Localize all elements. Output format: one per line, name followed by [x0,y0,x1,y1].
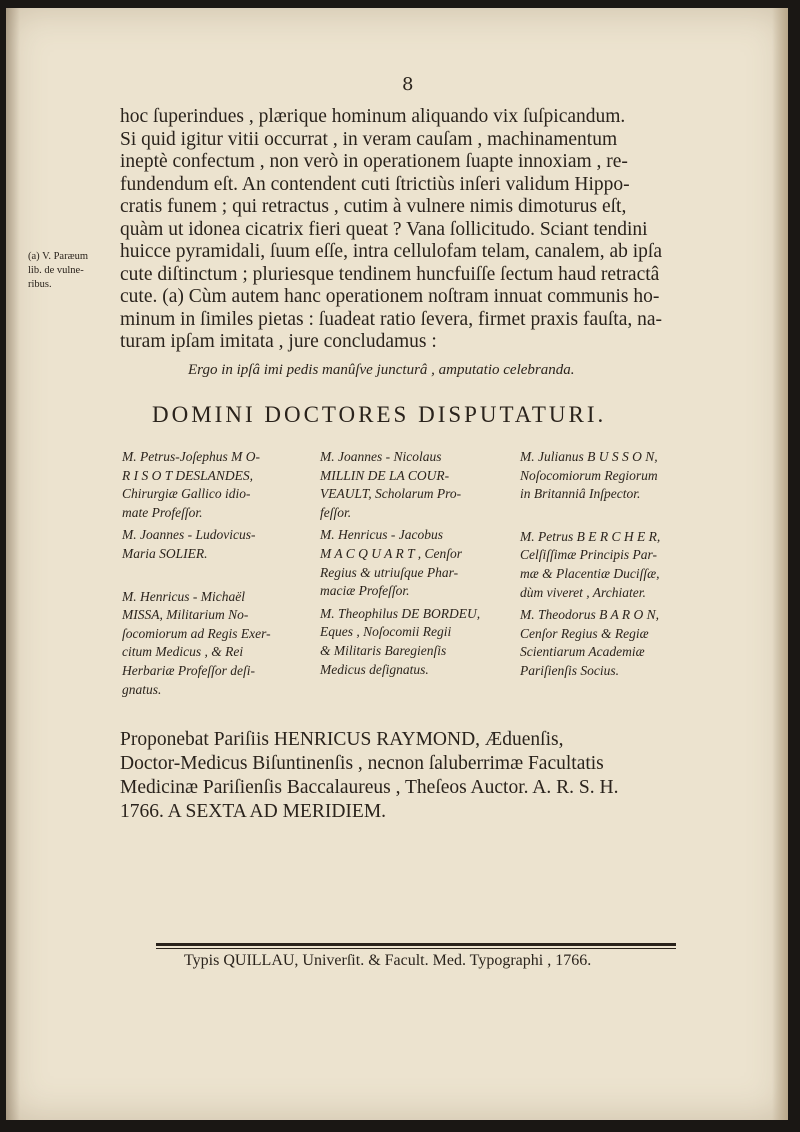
doctor-entry [520,606,710,680]
doctor-line: gnatus. [122,681,162,697]
doctor-line: M. Joannes - Ludovicus- [122,527,256,543]
imprint-rule-thick [156,943,676,946]
doctor-line: maciæ Profeſſor. [320,583,410,599]
doctor-line: Medicus deſignatus. [320,661,429,677]
doctors-column-2 [320,448,516,683]
doctor-line: M. Petrus-Joſephus M O- [122,449,260,464]
doctor-entry [520,448,710,504]
marginal-note [28,250,118,292]
doctor-entry [320,605,516,679]
doctor-line: M. Petrus B E R C H E R, [520,528,661,544]
body-line: hoc ſuperindues , plærique hominum aliquando vix ſuſpicandum. [120,106,626,127]
body-line: fundendum eſt. An contendent cuti ſtrictiùs inſeri validum Hippo- [120,173,630,195]
doctors-column-3 [520,448,710,685]
imprint-rule-thin [156,948,676,949]
doctor-line: Pariſienſis Socius. [520,662,619,678]
doctor-line: MILLIN DE LA COUR- [320,467,450,483]
doctor-line: Noſocomiorum Regiorum [520,467,658,483]
body-line: Si quid igitur vitii occurrat , in veram cauſam , machinamentum [120,128,618,150]
doctor-line: & Militaris Baregienſis [320,642,447,658]
printer-imprint: Typis QUILLAU, Univerſit. & Facult. Med. Typographi , 1766. [184,952,592,969]
doctor-line: ſocomiorum ad Regis Exer- [122,625,271,641]
doctor-line: dùm viveret , Archiater. [520,584,646,600]
doctor-line: M. Julianus B U S S O N, [520,449,658,464]
doctor-line: M. Theodorus B A R O N, [520,607,660,623]
doctor-line: M. Henricus - Jacobus [320,527,443,543]
page [6,8,788,1120]
notice-line: 1766. A SEXTA AD MERIDIEM. [120,801,387,822]
note-line: ribus. [28,279,52,290]
body-line: cratis funem ; qui retractus , cutim à vulnere nimis dimoturus eſt, [120,196,627,217]
body-line: turam ipſam imitata , jure concludamus : [120,331,437,352]
conclusion: Ergo in ipſâ imi pedis manûſve juncturâ , amputatio celebranda. [188,362,575,378]
doctor-line: M. Joannes - Nicolaus [320,449,442,464]
doctor-entry [122,448,310,522]
doctor-line: M. Theophilus DE BORDEU, [320,605,481,621]
doctor-line: in Britanniâ Inſpector. [520,486,641,502]
doctor-line: R I S O T DESLANDES, [122,467,254,483]
doctor-entry [122,588,310,700]
doctor-line: Celſiſſimæ Principis Par- [520,547,657,563]
notice-line: Doctor-Medicus Biſuntinenſis , necnon ſaluberrimæ Facultatis [120,753,604,774]
doctor-entry [520,528,710,602]
note-line: lib. de vulne- [28,265,84,276]
doctor-line: M. Henricus - Michaël [122,588,245,604]
doctor-line: Maria SOLIER. [122,545,208,561]
body-line: minum in ſimiles pietas : ſuadeat ratio ſevera, firmet praxis fauſta, na- [120,308,663,330]
body-line: quàm ut idonea cicatrix fieri queat ? Vana ſollicitudo. Sciant tendini [120,218,648,240]
body-line: ineptè confectum , non verò in operationem ſuapte innoxiam , re- [120,151,628,172]
doctor-entry [122,526,310,563]
body-line: huicce pyramidali, ſuum eſſe, intra cellulofam telam, canalem, ab ipſa [120,241,662,262]
defense-notice [120,728,716,824]
doctor-line: mate Profeſſor. [122,504,203,520]
spine-shadow [6,8,20,1120]
body-paragraph [120,106,710,354]
doctor-line: Eques , Noſocomii Regii [320,624,452,640]
section-heading: DOMINI DOCTORES DISPUTATURI. [152,402,607,427]
doctor-line: Herbariæ Profeſſor deſi- [122,662,255,678]
body-line: cute diſtinctum ; pluriesque tendinem huncfuiſſe ſectum haud retractâ [120,263,660,285]
doctor-line: Chirurgiæ Gallico idio- [122,486,251,502]
doctor-line: Scientiarum Academiæ [520,644,645,660]
doctor-line: Cenſor Regius & Regiæ [520,625,649,641]
notice-line: Medicinæ Pariſienſis Baccalaureus , Theſeos Auctor. A. R. S. H. [120,777,619,798]
page-number: 8 [402,74,414,95]
page-edge [772,8,788,1120]
doctor-line: mæ & Placentiæ Duciſſæ, [520,565,660,581]
doctor-line: Regius & utriuſque Phar- [320,564,459,580]
body-line: cute. (a) Cùm autem hanc operationem noſtram innuat communis ho- [120,286,660,307]
doctor-line: M A C Q U A R T , Cenſor [320,545,463,561]
doctor-line: MISSA, Militarium No- [122,607,249,623]
doctor-line: VEAULT, Scholarum Pro- [320,486,462,502]
notice-line: Proponebat Pariſiis HENRICUS RAYMOND, Æduenſis, [120,729,564,750]
doctor-line: citum Medicus , & Rei [122,644,244,660]
doctor-entry [320,526,516,600]
doctor-entry [320,448,516,522]
doctors-column-1 [122,448,310,703]
doctor-line: feſſor. [320,504,352,520]
note-line: (a) V. Paræum [28,251,88,262]
